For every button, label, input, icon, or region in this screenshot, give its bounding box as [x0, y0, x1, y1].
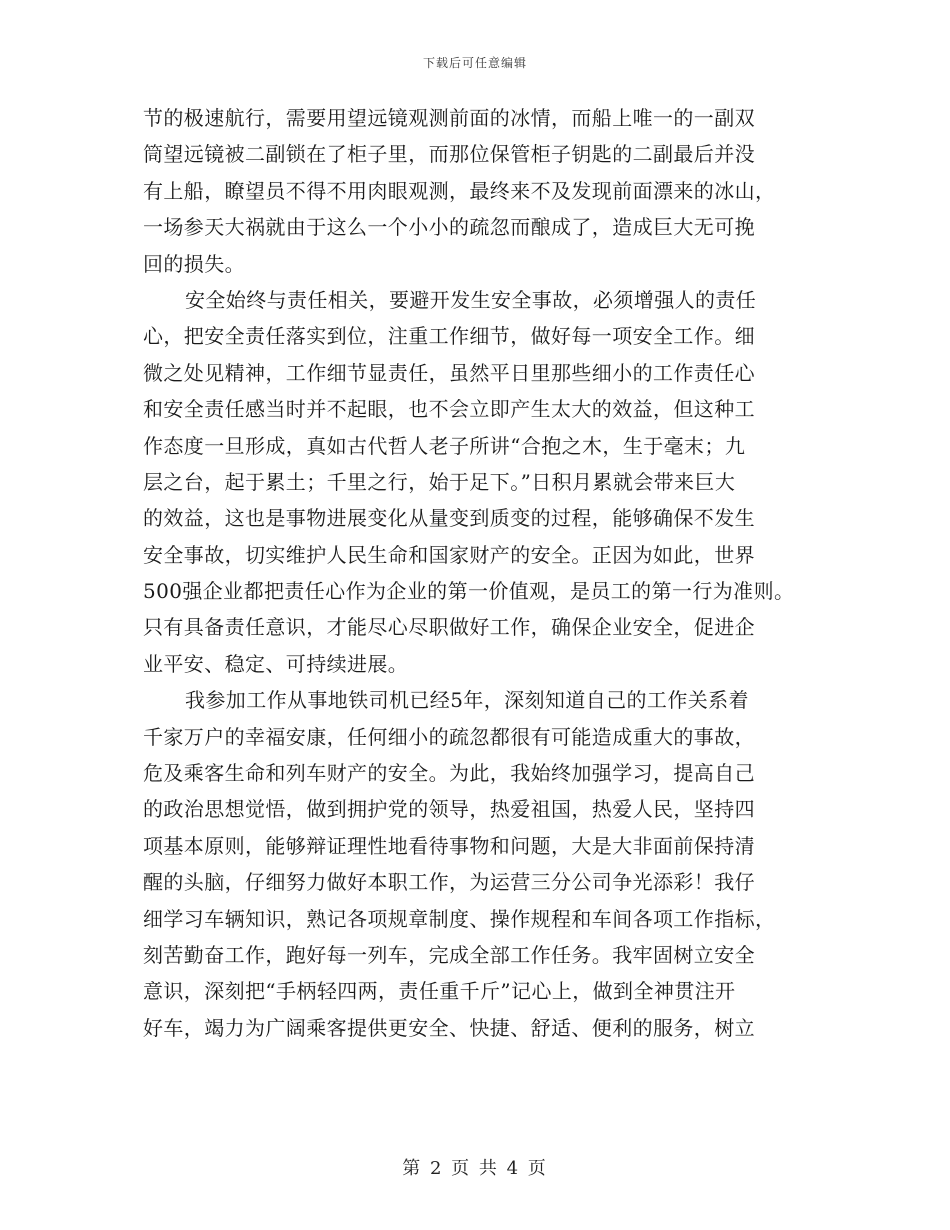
text-line: 心，把安全责任落实到位，注重工作细节，做好每一项安全工作。细 — [143, 324, 755, 349]
text-line: 500强企业都把责任心作为企业的第一价值观，是员工的第一行为准则。 — [143, 579, 795, 604]
document-body — [143, 100, 803, 1046]
page-number: 第 2 页 共 4 页 — [402, 1158, 548, 1179]
text-line: 的政治思想觉悟，做到拥护党的领导，热爱祖国，热爱人民，坚持四 — [143, 797, 755, 822]
text-line: 一场参天大祸就由于这么一个小小的疏忽而酿成了，造成巨大无可挽 — [143, 215, 755, 240]
text-line: 层之台，起于累土；千里之行，始于足下。”日积月累就会带来巨大 — [143, 469, 736, 494]
text-line: 作态度一旦形成，真如古代哲人老子所讲“合抱之木，生于毫末；九 — [143, 433, 746, 458]
paragraph-first-line: 我参加工作从事地铁司机已经5年，深刻知道自己的工作关系着 — [185, 688, 749, 713]
text-line: 千家万户的幸福安康，任何细小的疏忽都很有可能造成重大的事故， — [143, 724, 755, 749]
text-line: 危及乘客生命和列车财产的安全。为此，我始终加强学习，提高自己 — [143, 761, 755, 786]
text-line: 意识，深刻把“手柄轻四两，责任重千斤”记心上，做到全神贯注开 — [143, 979, 736, 1004]
text-line: 细学习车辆知识，熟记各项规章制度、操作规程和车间各项工作指标， — [143, 906, 776, 931]
text-line: 和安全责任感当时并不起眼，也不会立即产生太大的效益，但这种工 — [143, 397, 755, 422]
text-line: 节的极速航行，需要用望远镜观测前面的冰情，而船上唯一的一副双 — [143, 106, 755, 130]
text-line: 刻苦勤奋工作，跑好每一列车，完成全部工作任务。我牢固树立安全 — [143, 942, 755, 967]
text-line: 项基本原则，能够辩证理性地看待事物和问题，大是大非面前保持清 — [143, 833, 755, 858]
text-line: 只有具备责任意识，才能尽心尽职做好工作，确保企业安全，促进企 — [143, 615, 755, 640]
header-note: 下载后可任意编辑 — [422, 56, 527, 70]
text-line: 业平安、稳定、可持续进展。 — [143, 651, 409, 676]
text-line: 的效益，这也是事物进展变化从量变到质变的过程，能够确保不发生 — [143, 506, 755, 531]
text-line: 回的损失。 — [143, 251, 245, 276]
paragraph-first-line: 安全始终与责任相关，要避开发生安全事故，必须增强人的责任 — [185, 287, 757, 312]
text-line: 有上船，瞭望员不得不用肉眼观测，最终来不及发现前面漂来的冰山， — [143, 178, 776, 203]
text-line: 微之处见精神，工作细节显责任，虽然平日里那些细小的工作责任心 — [143, 360, 755, 385]
text-line: 好车，竭力为广阔乘客提供更安全、快捷、舒适、便利的服务，树立 — [143, 1015, 755, 1040]
text-line: 筒望远镜被二副锁在了柜子里，而那位保管柜子钥匙的二副最后并没 — [143, 142, 755, 167]
text-line: 安全事故，切实维护人民生命和国家财产的安全。正因为如此，世界 — [143, 542, 755, 567]
text-line: 醒的头脑，仔细努力做好本职工作，为运营三分公司争光添彩！我仔 — [143, 870, 755, 895]
